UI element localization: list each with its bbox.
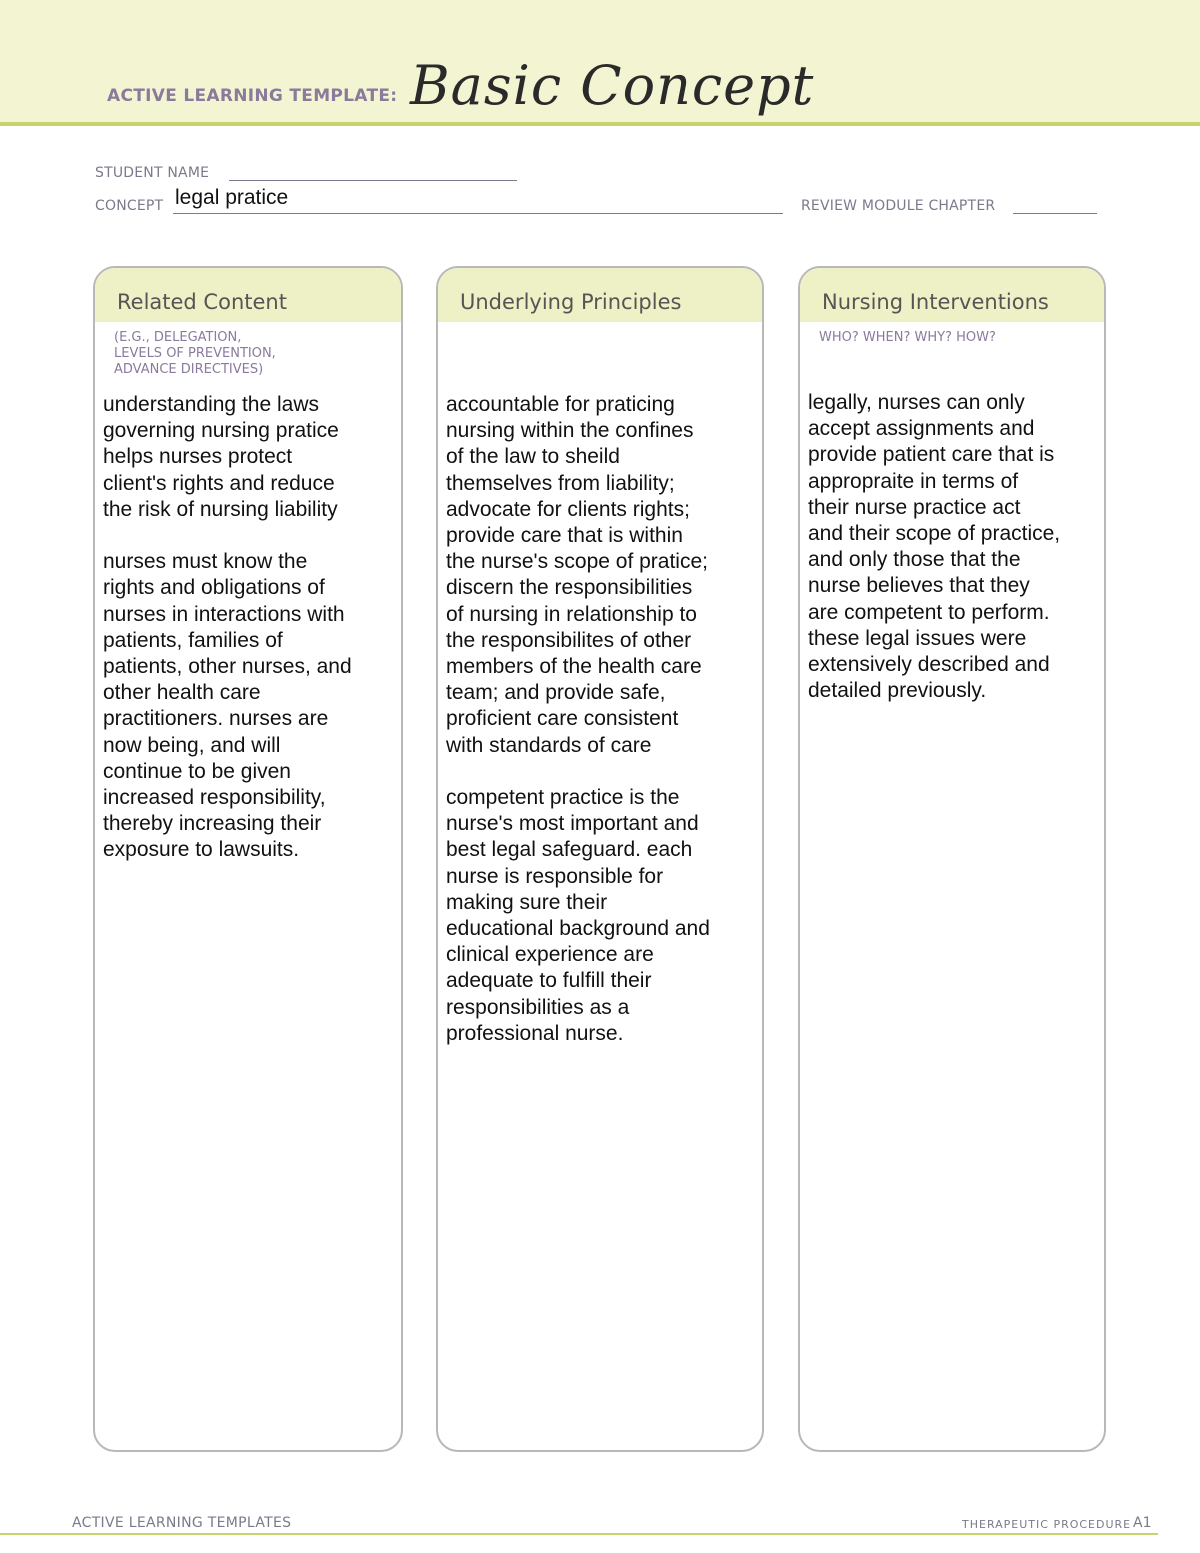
- nursing-interventions-title: Nursing Interventions: [822, 290, 1049, 314]
- related-content-subtitle: (E.G., DELEGATION, LEVELS OF PREVENTION, ADVANCE DIRECTIVES): [114, 330, 276, 377]
- footer-left-text: ACTIVE LEARNING TEMPLATES: [72, 1515, 292, 1531]
- nursing-interventions-subtitle: WHO? WHEN? WHY? HOW?: [819, 330, 996, 345]
- footer-page-number: A1: [1133, 1515, 1152, 1531]
- related-content-card: [93, 266, 403, 1452]
- nursing-interventions-body[interactable]: legally, nurses can only accept assignments and provide patient care that is appropraite in terms of their nurse practice act and their scope of practice, and only those that the nurse believes that they are competent to perform. these legal issues were extensively described and detailed previously.: [808, 391, 1061, 703]
- underlying-principles-card: [436, 266, 764, 1452]
- underlying-principles-body[interactable]: accountable for praticing nursing within the confines of the law to sheild themselves from liability; advocate for clients rights; provide care that is within the nurse's scope of pratice; discern the responsibilities of nursing in relationship to the responsibilites of other members of the health care team; and provide safe, proficient care consistent with standards of care competent practice is the nurse's most important and best legal safeguard. each nurse is responsible for making sure their educational background and clinical experience are adequate to fulfill their responsibilities as a professional nurse.: [446, 393, 710, 1045]
- header-rule: [0, 122, 1200, 126]
- concept-field[interactable]: [173, 213, 783, 214]
- footer-right-text: THERAPEUTIC PROCEDURE: [962, 1518, 1132, 1531]
- nursing-interventions-card: [798, 266, 1106, 1452]
- review-module-field[interactable]: [1013, 213, 1097, 214]
- related-content-body[interactable]: understanding the laws governing nursing pratice helps nurses protect client's rights and reduce the risk of nursing liability nurses must know the rights and obligations of nurses in interactions with patients, families of patients, other nurses, and other health care practitioners. nurses are now being, and will continue to be given increased responsibility, thereby increasing their exposure to lawsuits.: [103, 393, 352, 862]
- concept-value: legal pratice: [175, 186, 289, 209]
- template-title: Basic Concept: [410, 54, 815, 117]
- concept-label: CONCEPT: [95, 198, 164, 214]
- template-label: ACTIVE LEARNING TEMPLATE:: [107, 86, 398, 106]
- student-name-field[interactable]: [229, 180, 517, 181]
- student-name-label: STUDENT NAME: [95, 165, 210, 181]
- footer-rule: [0, 1533, 1158, 1535]
- related-content-title: Related Content: [117, 290, 287, 314]
- review-module-label: REVIEW MODULE CHAPTER: [801, 198, 996, 214]
- underlying-principles-title: Underlying Principles: [460, 290, 682, 314]
